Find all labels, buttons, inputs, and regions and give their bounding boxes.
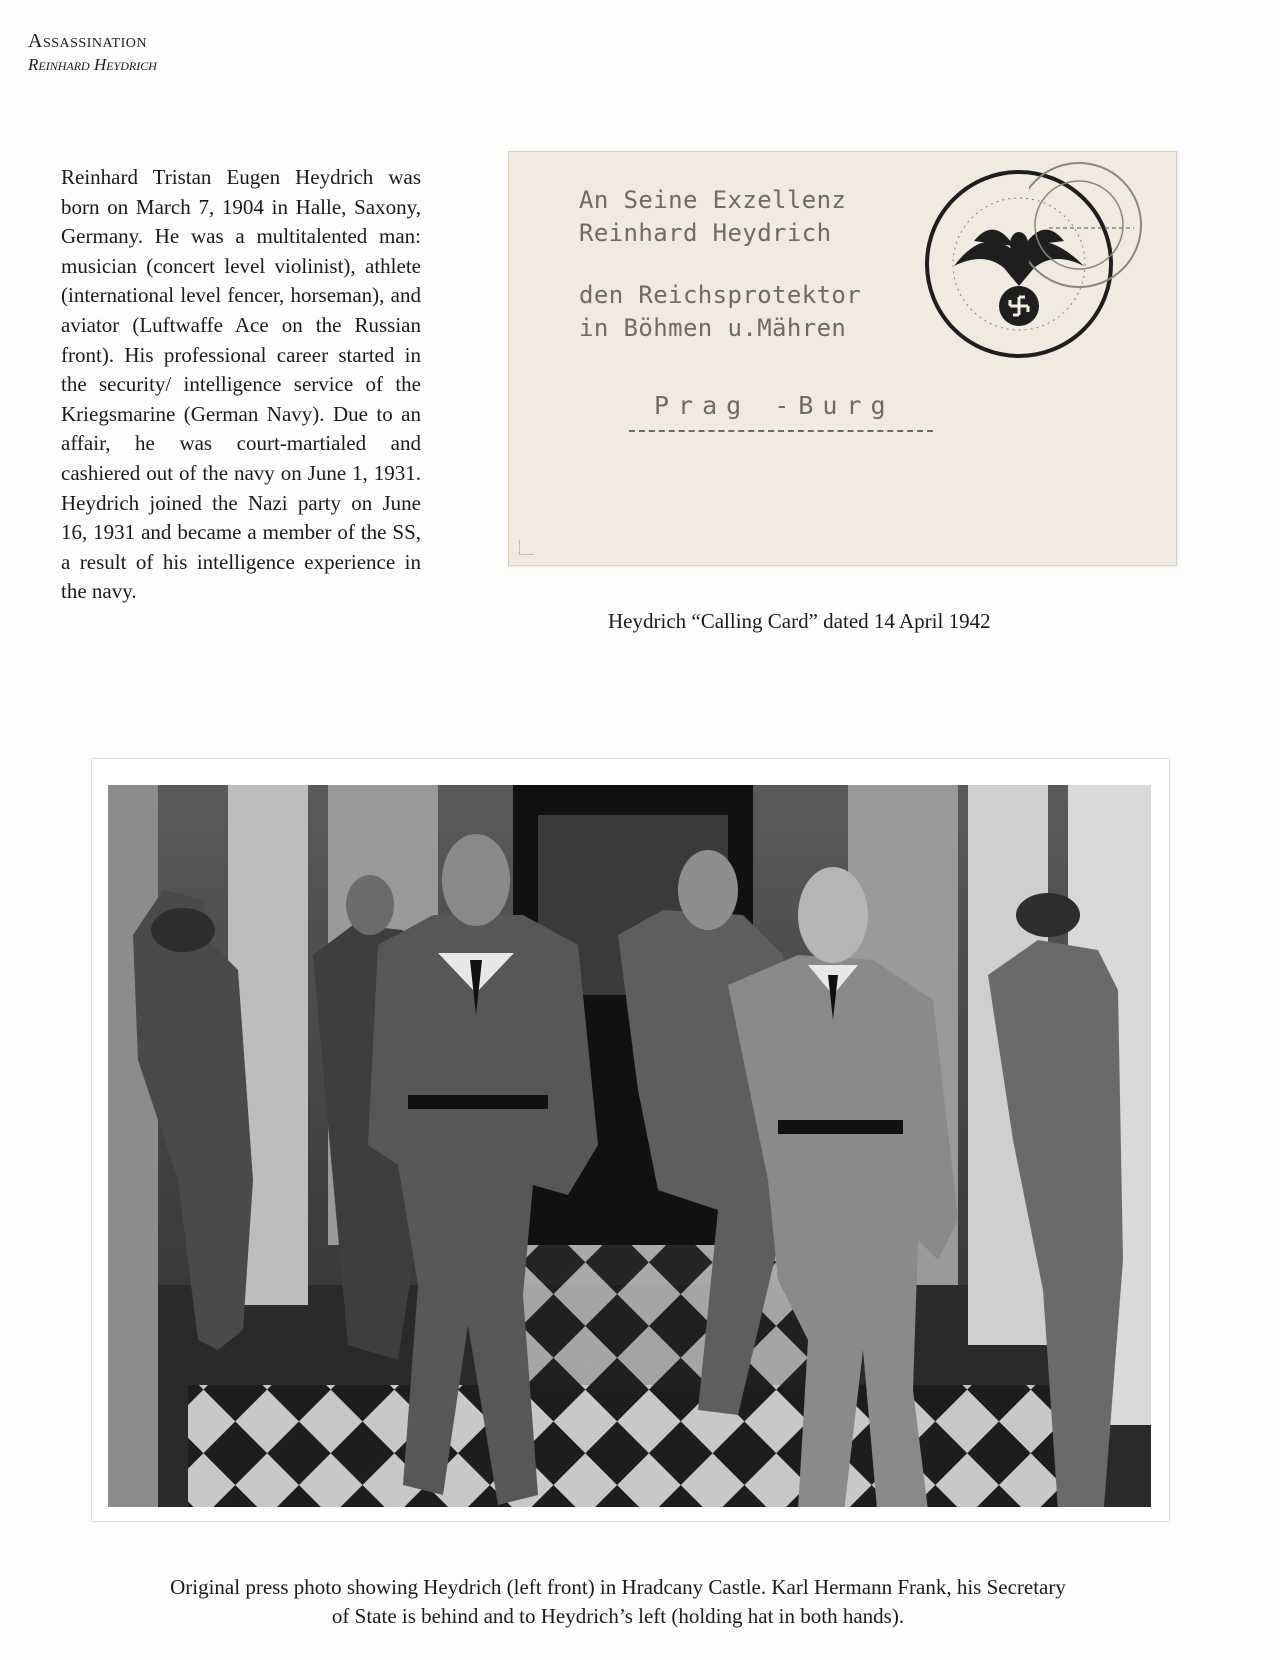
envelope-underline [629,430,933,432]
envelope-address-line: Reinhard Heydrich [579,219,832,247]
page-title: Assassination [28,30,147,52]
envelope-city: Prag -Burg [654,391,895,420]
press-photo-scene [108,785,1151,1507]
postmark-icon [1029,150,1169,310]
biography-text: Reinhard Tristan Eugen Heydrich was born on March 7, 1904 in Halle, Saxony, Germany. He was a multitalented man: musician (concert level violinist), athlete (international level fencer, horseman), and aviator (Luftwaffe Ace on the Russian front). His professional career started in the security/ intelligence service of the Kriegsmarine (German Navy). Due to an affair, he was court-martialed and cashiered out of the navy on June 1, 1931. Heydrich joined the Nazi party on June 16, 1931 and became a member of the SS, a result of his intelligence experience in the navy. [61,165,421,604]
photo-caption: Original press photo showing Heydrich (left front) in Hradcany Castle. Karl Hermann Frank, his Secretary of State is behind and to Heydrich’s left (holding hat in both hands). [170,1575,1066,1628]
envelope-caption: Heydrich “Calling Card” dated 14 April 1942 [608,609,991,633]
envelope-address-line: An Seine Exzellenz [579,186,847,214]
envelope-image [508,151,1177,566]
envelope-address-line: in Böhmen u.Mähren [579,314,847,342]
press-photo [92,759,1169,1521]
page-header [28,30,157,75]
photo-corner [519,540,534,555]
envelope-address-line: den Reichsprotektor [579,281,862,309]
page-subtitle: Reinhard Heydrich [28,55,157,74]
